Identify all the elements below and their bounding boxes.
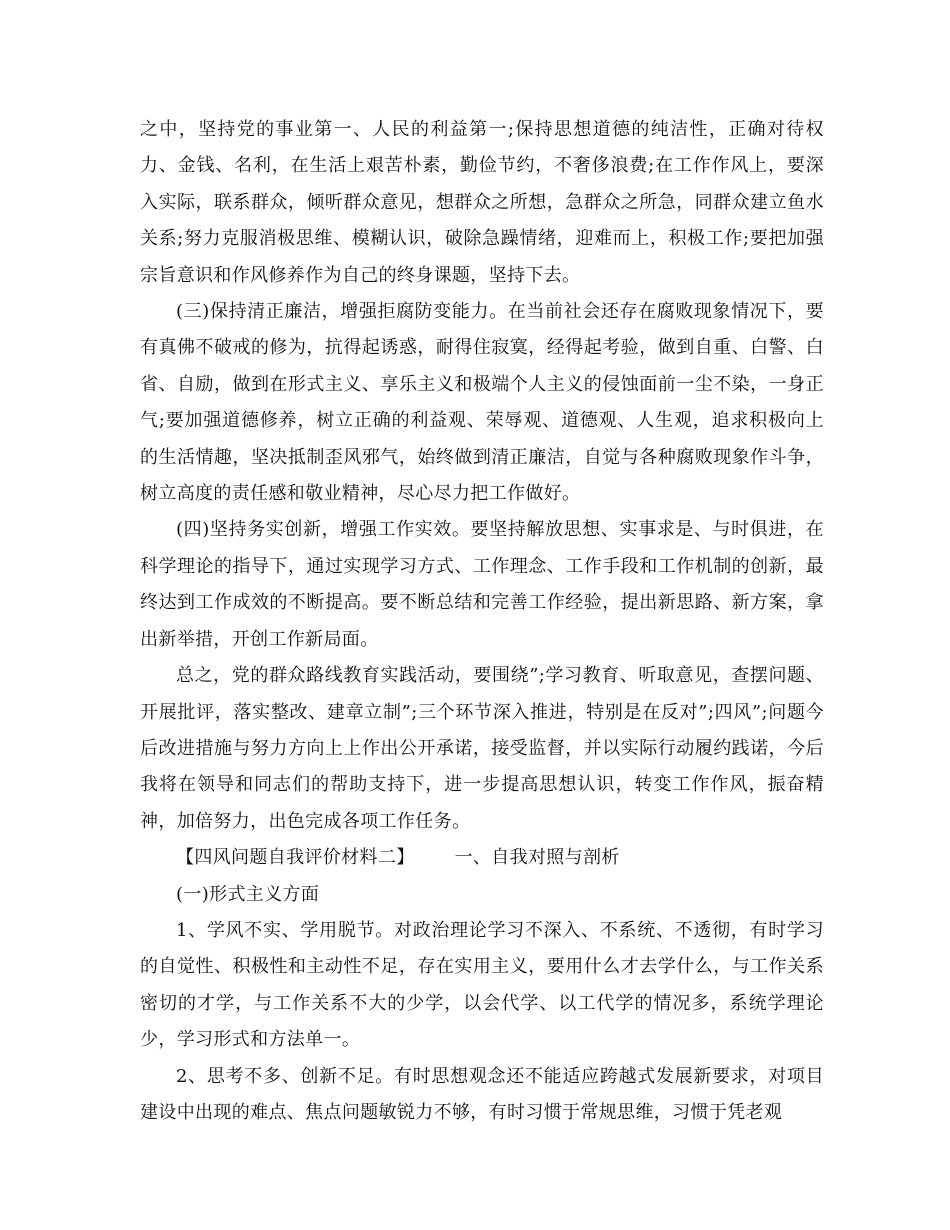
body-paragraph-2: (三)保持清正廉洁，增强拒腐防变能力。在当前社会还存在腐败现象情况下，要有真佛不破戒的修为，抗得起诱惑，耐得住寂寞，经得起考验，做到自重、白警、白省、自励，做到在形式主义、享乐主义和极端个人主义的侵蚀面前一尘不染，一身正气;要加强道德修养，树立正确的利益观、荣辱观、道德观、人生观，追求积极向上的生活情趣，坚决抵制歪风邪气，始终做到清正廉洁，自觉与各种腐败现象作斗争，树立高度的责任感和敬业精神，尽心尽力把工作做好。 bbox=[140, 301, 824, 505]
document-page bbox=[140, 112, 824, 1131]
body-paragraph-3: (四)坚持务实创新，增强工作实效。要坚持解放思想、实事求是、与时俱进，在科学理论的指导下，通过实现学习方式、工作理念、工作手段和工作机制的创新，最终达到工作成效的不断提高。要不断总结和完善工作经验，提出新思路、新方案，拿出新举措，开创工作新局面。 bbox=[140, 519, 824, 650]
body-paragraph-4: 总之，党的群众路线教育实践活动，要围绕”;学习教育、听取意见，查摆问题、开展批评，落实整改、建章立制”;三个环节深入推进，特别是在反对”;四风”;问题今后改进措施与努力方向上上作出公开承诺，接受监督，并以实际行动履约践诺，今后我将在领导和同志们的帮助支持下，进一步提高思想认识，转变工作作风，振奋精神，加倍努力，出色完成各项工作任务。 bbox=[140, 665, 824, 832]
section-title: 【四风问题自我评价材料二】 bbox=[176, 847, 415, 869]
list-item-2: 2、思考不多、创新不足。有时思想观念还不能适应跨越式发展新要求，对项目建设中出现的难点、焦点问题敏锐力不够，有时习惯于常规思维，习惯于凭老观 bbox=[140, 1065, 824, 1123]
list-item-1: 1、学风不实、学用脱节。对政治理论学习不深入、不系统、不透彻，有时学习的自觉性、积极性和主动性不足，存在实用主义，要用什么才去学什么，与工作关系密切的才学，与工作关系不大的少学，以会代学、以工代学的情况多，系统学理论少，学习形式和方法单一。 bbox=[140, 919, 824, 1051]
subsection-heading: (一)形式主义方面 bbox=[176, 883, 320, 905]
section-subtitle: 一、自我对照与剖析 bbox=[454, 847, 620, 869]
section-heading bbox=[140, 840, 824, 876]
body-paragraph-1: 之中，坚持党的事业第一、人民的利益第一;保持思想道德的纯洁性，正确对待权力、金钱、名利，在生活上艰苦朴素，勤俭节约，不奢侈浪费;在工作作风上，要深入实际，联系群众，倾听群众意见，想群众之所想，急群众之所急，同群众建立鱼水关系;努力克服消极思维、模糊认识，破除急躁情绪，迎难而上，积极工作;要把加强宗旨意识和作风修养作为自己的终身课题，坚持下去。 bbox=[140, 119, 824, 286]
